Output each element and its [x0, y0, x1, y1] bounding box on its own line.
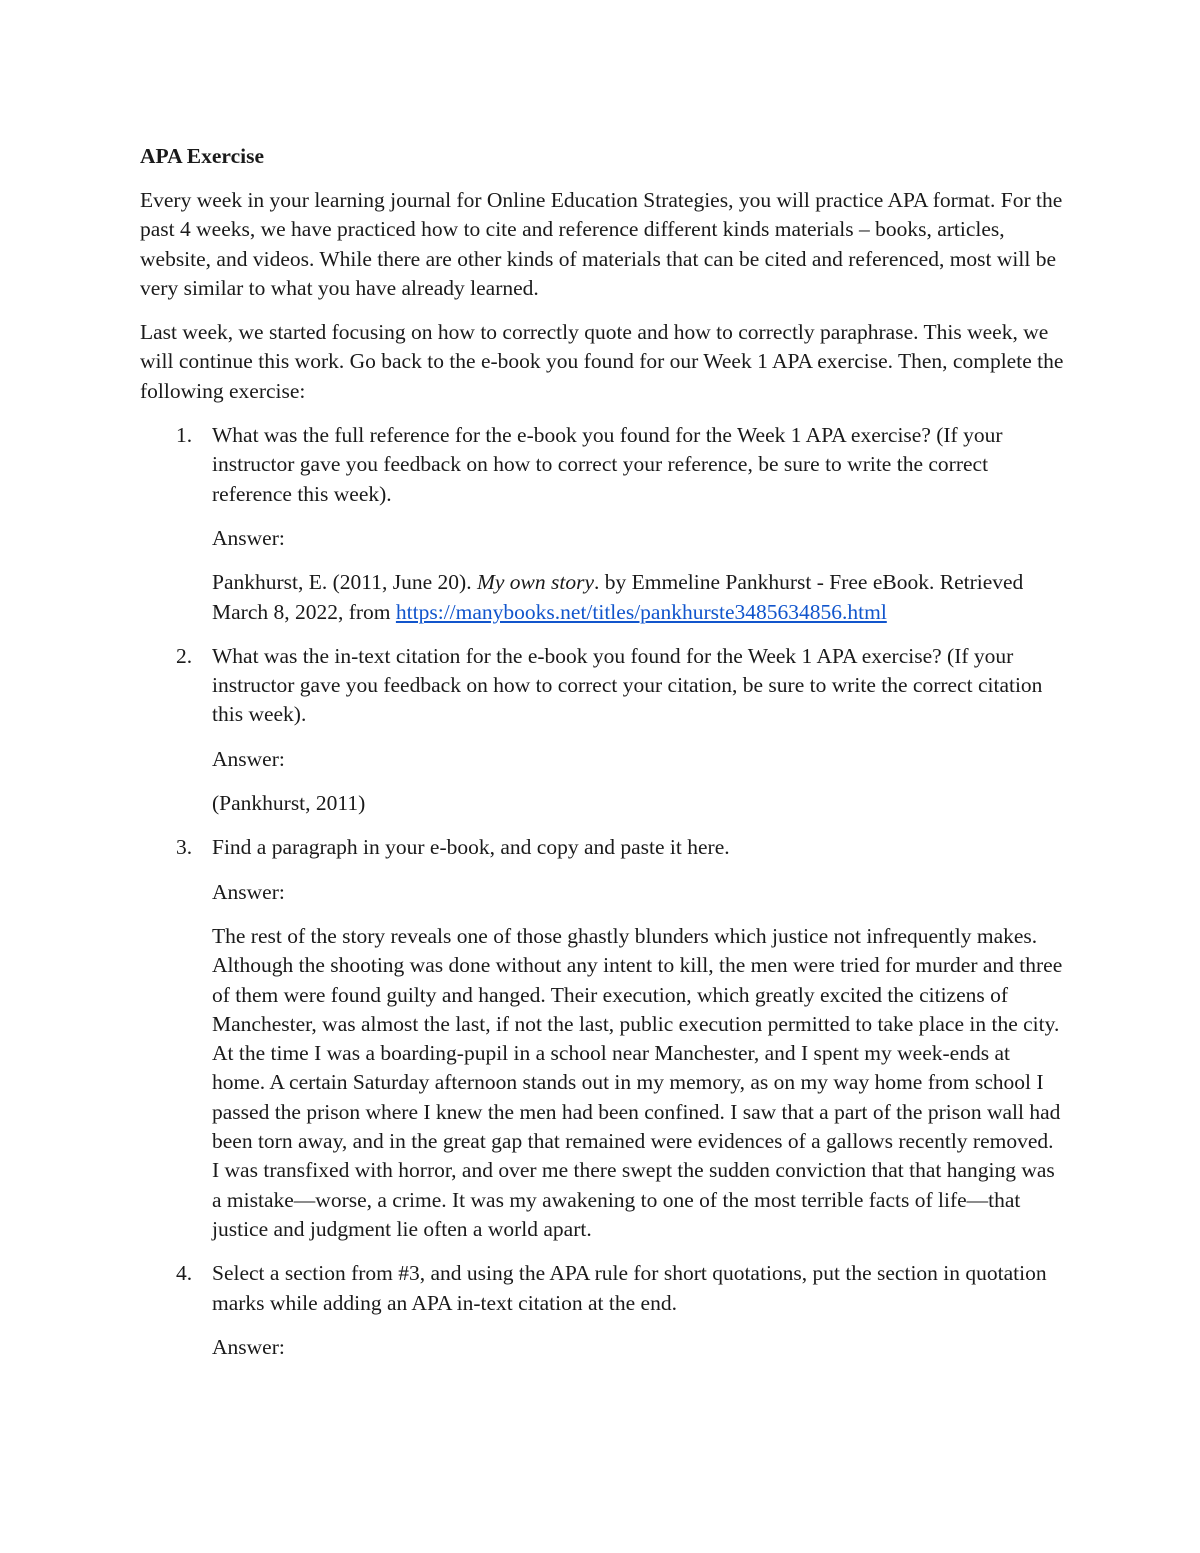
reference-prefix: Pankhurst, E. (2011, June 20). — [212, 570, 477, 595]
reference-middle: . by Emmeline Pankhurst - Free eBook. Retrieved March 8, 2022, from — [212, 570, 1024, 624]
question-number: 2. — [176, 643, 193, 668]
intro-paragraph-2: Last week, we started focusing on how to correctly quote and how to correctly paraphrase. This week, we will continue this work. Go back to the e-book you found for our Week 1 APA exercise. Then, complete the following exercise: — [140, 320, 1064, 403]
citation-answer: (Pankhurst, 2011) — [212, 791, 366, 816]
document-title: APA Exercise — [140, 144, 264, 168]
question-text: Find a paragraph in your e-book, and copy and paste it here. — [212, 835, 730, 860]
answer-label: Answer: — [212, 525, 285, 550]
question-number: 1. — [176, 423, 193, 448]
question-1 — [140, 421, 1065, 627]
reference-answer — [212, 568, 1065, 627]
document-page — [140, 142, 1065, 1377]
question-4 — [140, 1259, 1065, 1362]
answer-label: Answer: — [212, 746, 285, 771]
question-2 — [140, 642, 1065, 818]
question-number: 4. — [176, 1261, 193, 1286]
question-3 — [140, 833, 1065, 1244]
reference-link[interactable]: https://manybooks.net/titles/pankhurste3485634856.html — [395, 599, 887, 624]
question-number: 3. — [176, 835, 193, 860]
pasted-paragraph-answer: The rest of the story reveals one of those ghastly blunders which justice not infrequently makes. Although the shooting was done without any intent to kill, the men were tried for murder and three of them were found guilty and hanged. Their execution, which greatly excited the citizens of Manchester, was almost the last, if not the last, public execution permitted to take place in the city. At the time I was a boarding-pupil in a school near Manchester, and I spent my week-ends at home. A certain Saturday afternoon stands out in my memory, as on my way home from school I passed the prison where I knew the men had been confined. I saw that a part of the prison wall had been torn away, and in the great gap that remained were evidences of a gallows recently removed. I was transfixed with horror, and over me there swept the sudden conviction that that hanging was a mistake—worse, a crime. It was my awakening to one of the most terrible facts of life—that justice and judgment lie often a world apart. — [212, 923, 1063, 1241]
answer-label: Answer: — [212, 879, 285, 904]
intro-paragraph-1: Every week in your learning journal for Online Education Strategies, you will practice APA format. For the past 4 weeks, we have practiced how to cite and reference different kinds materials – books, articles, website, and videos. While there are other kinds of materials that can be cited and referenced, most will be very similar to what you have already learned. — [140, 188, 1063, 300]
question-text: Select a section from #3, and using the APA rule for short quotations, put the section in quotation marks while adding an APA in-text citation at the end. — [212, 1261, 1047, 1315]
answer-label: Answer: — [212, 1334, 285, 1359]
book-title: My own story — [476, 570, 594, 595]
question-text: What was the in-text citation for the e-book you found for the Week 1 APA exercise? (If your instructor gave you feedback on how to correct your citation, be sure to write the correct citation this week). — [212, 643, 1043, 727]
question-text: What was the full reference for the e-book you found for the Week 1 APA exercise? (If your instructor gave you feedback on how to correct your reference, be sure to write the correct reference this week). — [212, 423, 1003, 506]
question-list — [140, 421, 1065, 1362]
